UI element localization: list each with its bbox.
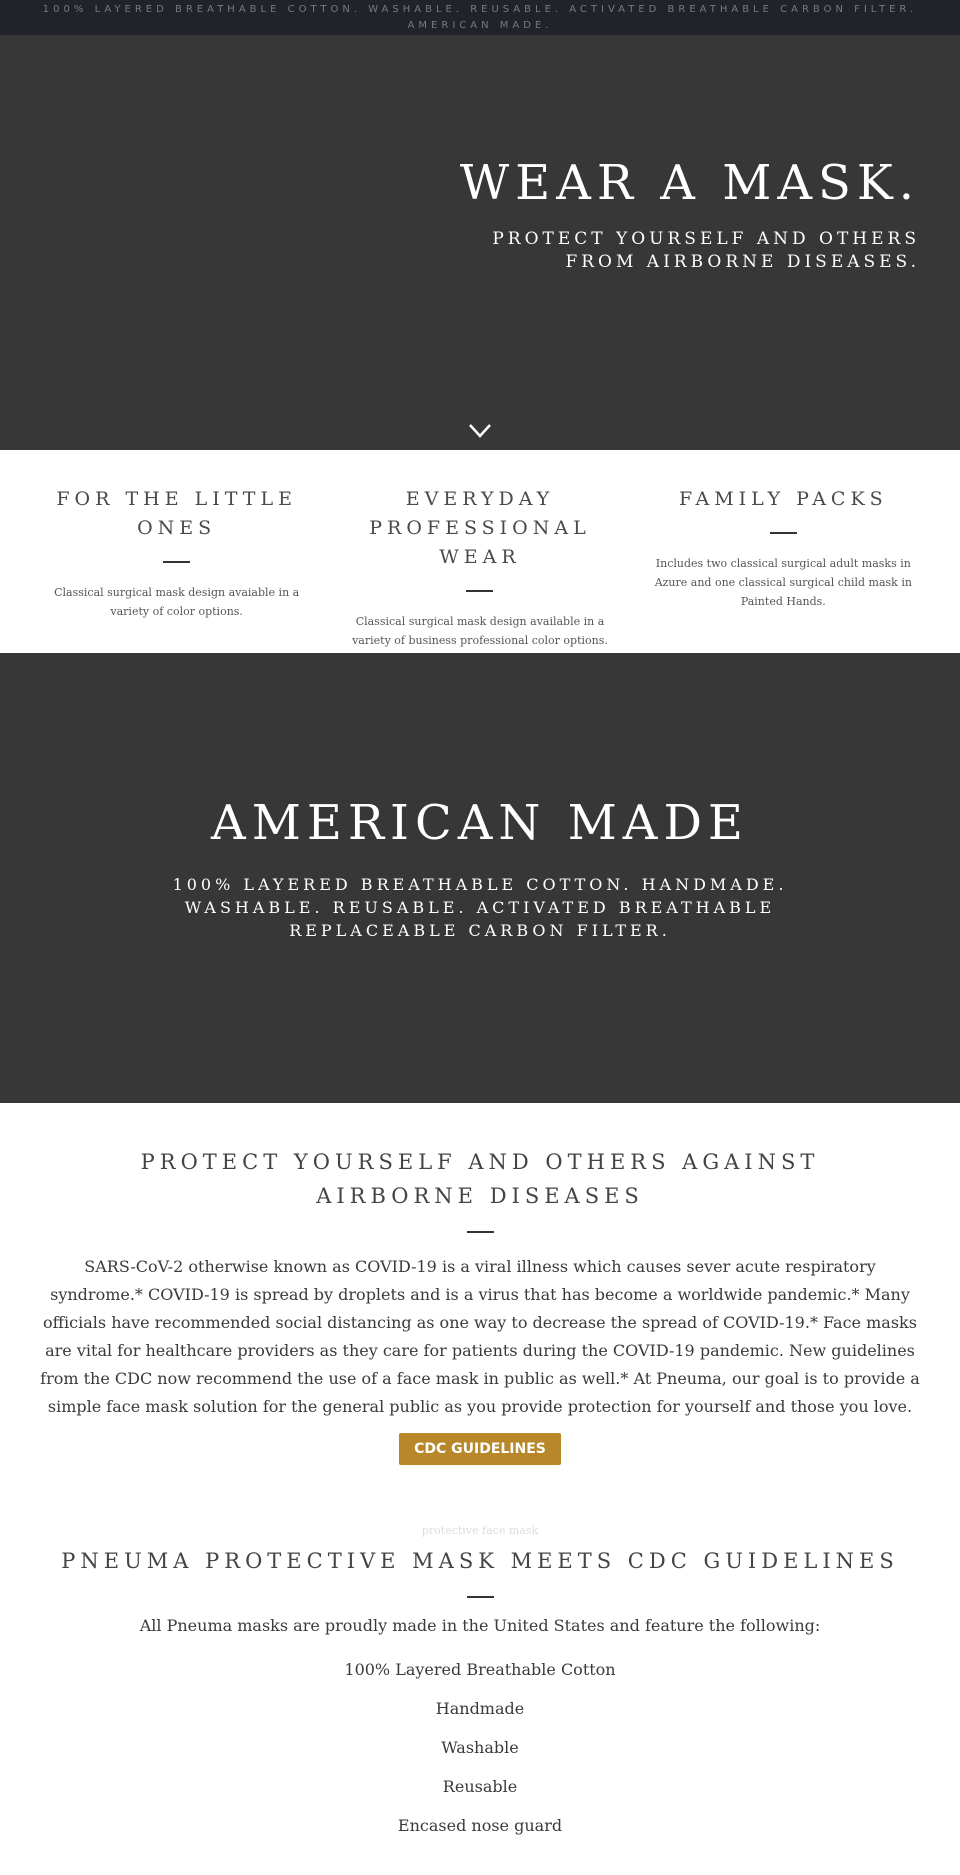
section-title: PNEUMA PROTECTIVE MASK MEETS CDC GUIDELINES <box>61 1549 899 1573</box>
cdc-guidelines-section <box>0 1518 960 1845</box>
cdc-guidelines-button[interactable]: CDC GUIDELINES <box>399 1433 561 1465</box>
chevron-down-icon[interactable] <box>469 423 491 437</box>
list-item: Handmade <box>435 1699 525 1718</box>
banner-title: AMERICAN MADE <box>211 795 749 851</box>
hero-section <box>0 35 960 450</box>
banner-subtitle: 100% LAYERED BREATHABLE COTTON. HANDMADE. WASHABLE. REUSABLE. ACTIVATED BREATHABLE REPLACEABLE CARBON FILTER. <box>172 875 788 940</box>
feature-family-packs <box>632 450 935 653</box>
hero-title: WEAR A MASK. <box>459 155 920 211</box>
feature-list <box>38 1650 922 1845</box>
divider <box>466 590 493 592</box>
feature-text: Includes two classical surgical adult masks in Azure and one classical surgical child mask in Painted Hands. <box>654 557 912 608</box>
feature-title: EVERYDAY PROFESSIONAL WEAR <box>369 488 591 568</box>
feature-title: FOR THE LITTLE ONES <box>56 488 297 539</box>
divider <box>163 561 190 563</box>
list-item: Washable <box>441 1738 519 1757</box>
protect-body: SARS-CoV-2 otherwise known as COVID-19 is a viral illness which causes sever acute respiratory syndrome.* COVID-19 is spread by droplets and is a virus that has become a worldwide pandemic.* Many officials have recommended social distancing as one way to decrease the spread of COVID-19.* Face masks are vital for healthcare providers as they care for patients during the COVID-19 pandemic. New guidelines from the CDC now recommend the use of a face mask in public as well.* At Pneuma, our goal is to provide a simple face mask solution for the general public as you provide protection for yourself and those you love. <box>40 1257 920 1416</box>
divider <box>467 1231 494 1233</box>
feature-text: Classical surgical mask design available in a variety of business professional color options. <box>352 615 608 647</box>
feature-title: FAMILY PACKS <box>678 488 888 510</box>
feature-text: Classical surgical mask design avaiable in a variety of color options. <box>54 586 300 618</box>
list-item: 100% Layered Breathable Cotton <box>344 1660 616 1679</box>
announcement-bar <box>0 0 960 35</box>
divider <box>770 532 797 534</box>
feature-little-ones <box>25 450 328 653</box>
hero-subtitle: PROTECT YOURSELF AND OTHERS FROM AIRBORNE DISEASES. <box>492 229 920 272</box>
american-made-banner <box>0 653 960 1103</box>
list-item: Encased nose guard <box>397 1816 563 1835</box>
announcement-text: 100% LAYERED BREATHABLE COTTON. WASHABLE. REUSABLE. ACTIVATED BREATHABLE CARBON FILTER. AMERICAN MADE. <box>42 4 918 31</box>
list-item: Reusable <box>442 1777 518 1796</box>
meets-intro: All Pneuma masks are proudly made in the United States and feature the following: <box>139 1616 821 1635</box>
mask-image: protective face mask <box>421 1524 539 1537</box>
section-title: PROTECT YOURSELF AND OTHERS AGAINST AIRBORNE DISEASES <box>140 1150 820 1208</box>
feature-professional-wear <box>328 450 631 653</box>
protect-section <box>0 1103 960 1518</box>
product-features <box>0 450 960 653</box>
divider <box>467 1596 494 1598</box>
